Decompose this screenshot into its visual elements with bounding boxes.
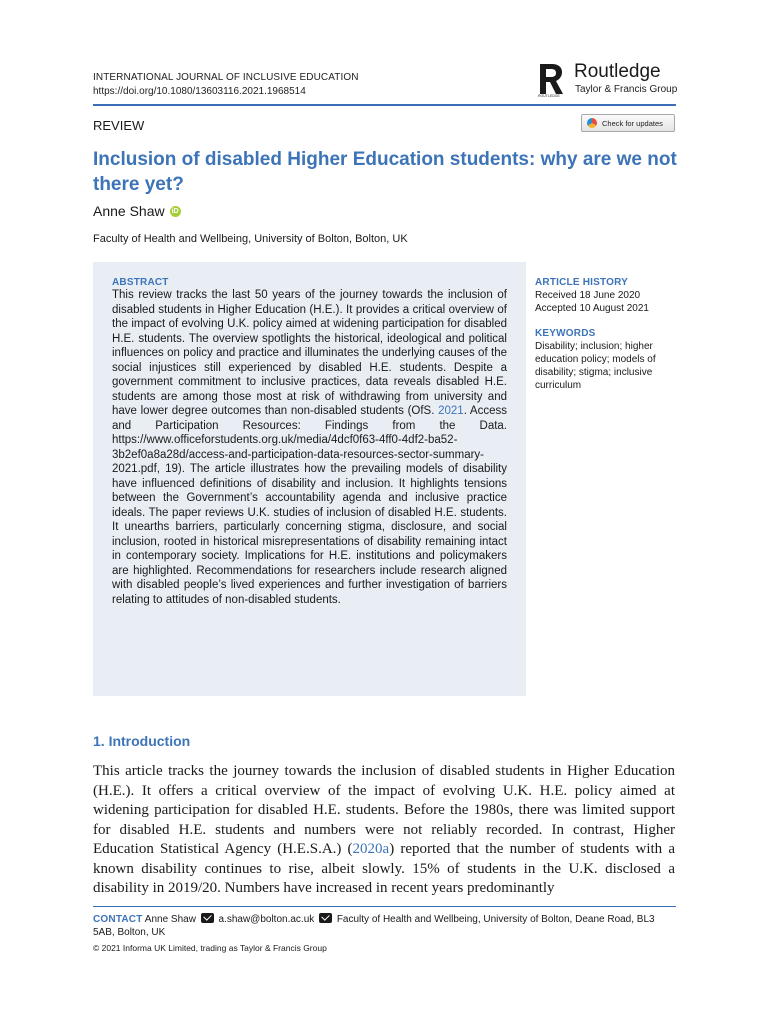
- orcid-icon[interactable]: iD: [171, 207, 179, 215]
- contact-address: Faculty of Health and Wellbeing, University of Bolton, Deane Road, BL3 5AB, Bolton, UK: [93, 914, 655, 938]
- author-line: [93, 203, 181, 219]
- contact-info: [93, 913, 678, 939]
- article-title: Inclusion of disabled Higher Education students: why are we not there yet?: [93, 149, 677, 195]
- abstract-label: ABSTRACT: [112, 277, 169, 288]
- publisher-mark: ROUTLEDGE: [538, 94, 560, 98]
- publisher-subtitle: Taylor & Francis Group: [575, 84, 678, 95]
- publisher-logo: [537, 60, 682, 100]
- received-date: Received 18 June 2020: [535, 290, 641, 301]
- copyright: © 2021 Informa UK Limited, trading as Taylor & Francis Group: [93, 943, 327, 953]
- routledge-logo-icon: [537, 60, 565, 98]
- header-rule: [93, 104, 676, 106]
- abstract-text-part2: . Access and Participation Resources: Findings from the Data. https://www.officeforstudents.org.uk/media/4dcf0f63-4ff0-4df2-ba52-3b2ef0a8a28d/access-and-participation-data-resources-sector-summary-2021.pdf, 19). The article illustrates how the prevailing models of disability have influenced definitions of disability and inclusion. It highlights tensions between the Government’s accountability agenda and inclusive practice ideals. The paper reviews U.K. studies of inclusion of disabled H.E. students. It unearths barriers, particularly concerning stigma, disclosure, and social inclusion, rooted in historical misrepresentations of disability remaining intact in contemporary society. Implications for H.E. institutions and policymakers are highlighted. Recommendations for researchers include research aligned with disabled people’s lived experiences and further investigation of barriers relating to attitudes of non-disabled students.: [112, 405, 507, 606]
- intro-text-part2: ) reported that the number of students with a known disability continues to rise, albeit slowly. 15% of students in the U.K. disclosed a disability in 2019/20. Numbers have increased in recent years predominantly: [93, 841, 675, 896]
- check-for-updates-button[interactable]: [581, 114, 675, 132]
- check-for-updates-label: Check for updates: [602, 118, 663, 128]
- keywords-text: Disability; inclusion; higher education policy; models of disability; stigma; inclusive curriculum: [535, 341, 656, 391]
- introduction-heading: 1. Introduction: [93, 733, 191, 749]
- publisher-name: Routledge: [574, 61, 661, 82]
- author-name[interactable]: Anne Shaw: [93, 203, 165, 219]
- contact-label: CONTACT: [93, 914, 143, 925]
- abstract-text-part1: This review tracks the last 50 years of the journey towards the inclusion of disabled students in Higher Education (H.E.). It provides a critical overview of the impact of evolving U.K. policy aimed at widening participation for disabled H.E. students. The overview spotlights the historical, ideological and political influences on policy and practice and illuminates the underlying causes of the social injustices still experienced by disabled H.E. students. Despite a government commitment to inclusive practices, data reveals disabled H.E. students are among those most at risk of withdrawing from university and have lower degree outcomes than non-disabled students (OfS.: [112, 289, 507, 417]
- doi-link[interactable]: https://doi.org/10.1080/13603116.2021.1968514: [93, 86, 306, 97]
- accepted-date: Accepted 10 August 2021: [535, 303, 649, 314]
- contact-name: Anne Shaw: [144, 914, 196, 925]
- section-type: REVIEW: [93, 118, 145, 133]
- journal-name: INTERNATIONAL JOURNAL OF INCLUSIVE EDUCATION: [93, 72, 359, 83]
- email-icon: [201, 913, 214, 923]
- introduction-paragraph: [93, 762, 675, 899]
- crossmark-icon: [587, 118, 597, 128]
- contact-email[interactable]: a.shaw@bolton.ac.uk: [218, 914, 315, 925]
- intro-text-part1: This article tracks the journey towards the inclusion of disabled students in Higher Education (H.E.). It offers a critical overview of the impact of evolving U.K. H.E. policy aimed at widening participation for disabled H.E. students. Before the 1980s, there was limited support for disabled H.E. students and numbers were not reliably recorded. In contrast, Higher Education Statistical Agency (H.E.S.A.) (: [93, 763, 675, 857]
- article-history-label: ARTICLE HISTORY: [535, 277, 629, 288]
- address-icon: [319, 913, 332, 923]
- author-affiliation: Faculty of Health and Wellbeing, University of Bolton, Bolton, UK: [93, 233, 408, 245]
- footer-rule: [93, 906, 676, 907]
- abstract-text: [112, 288, 507, 607]
- abstract-citation-link[interactable]: 2021: [438, 405, 464, 417]
- intro-citation-link[interactable]: 2020a: [352, 841, 390, 857]
- keywords-label: KEYWORDS: [535, 328, 596, 339]
